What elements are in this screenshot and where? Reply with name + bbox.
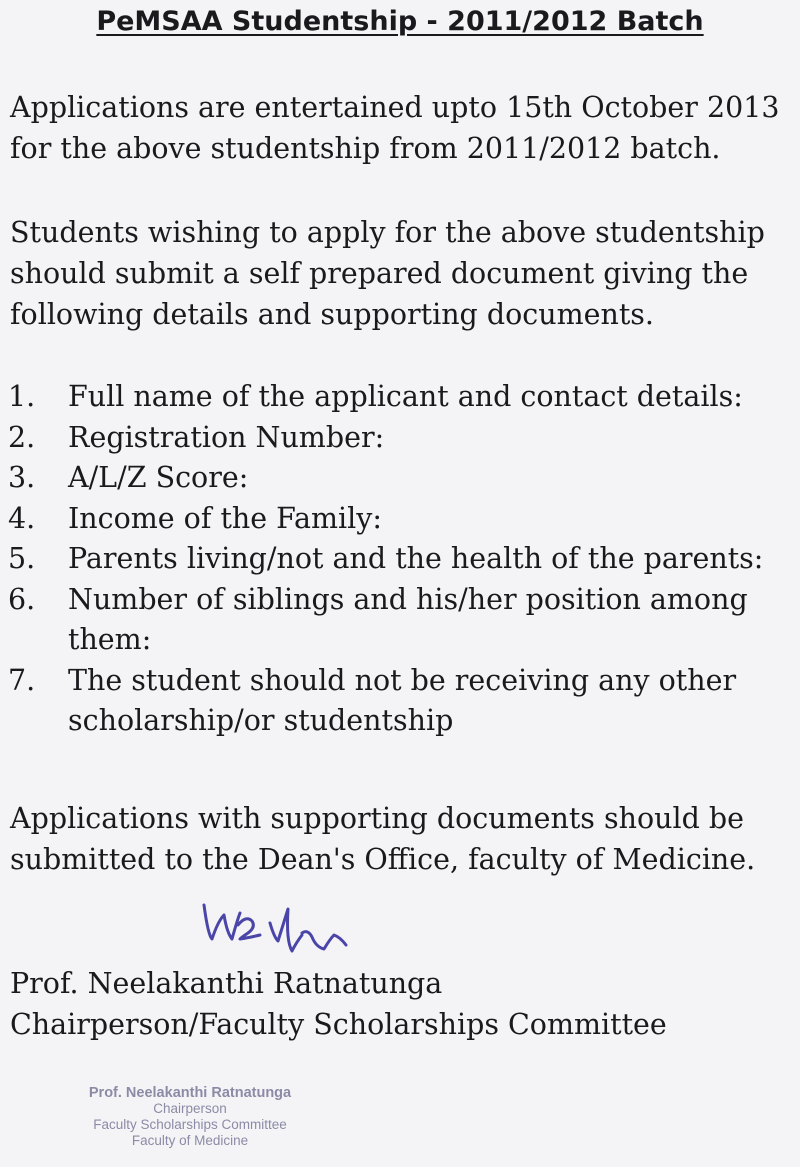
requirement-text: Income of the Family: — [68, 501, 382, 535]
requirement-item — [8, 418, 800, 459]
stamp-line: Chairperson — [153, 1101, 227, 1116]
requirement-text: scholarship/or studentship — [68, 704, 454, 737]
signatory-position: Chairperson/Faculty Scholarships Committee — [10, 1008, 667, 1041]
requirement-text: Number of siblings and his/her position among — [68, 582, 748, 616]
stamp-line: Prof. Neelakanthi Ratnatunga — [88, 1085, 292, 1101]
requirement-item — [8, 580, 800, 661]
requirement-number: 5. — [8, 542, 36, 575]
requirement-number: 1. — [8, 380, 36, 413]
requirements-list — [8, 377, 800, 742]
requirement-item — [8, 458, 800, 499]
stamp-line: Faculty of Medicine — [131, 1133, 249, 1148]
stamp-line: Faculty Scholarships Committee — [93, 1117, 287, 1132]
submission-paragraph — [10, 798, 800, 880]
submission-line: submitted to the Dean's Office, faculty of Medicine. — [10, 843, 756, 876]
requirement-text: Parents living/not and the health of the parents: — [68, 542, 764, 575]
requirement-number: 2. — [8, 420, 36, 454]
intro-paragraph — [10, 87, 800, 169]
requirement-number: 3. — [8, 461, 36, 494]
requirement-item — [8, 661, 800, 742]
intro-line: for the above studentship from 2011/2012 batch. — [10, 132, 721, 165]
instruction-line: should submit a self prepared document giving the — [10, 257, 749, 290]
requirement-text: them: — [68, 623, 152, 656]
requirement-text: Registration Number: — [68, 420, 385, 454]
requirement-item — [8, 377, 800, 418]
document-title: PeMSAA Studentship - 2011/2012 Batch — [96, 6, 704, 37]
requirement-text: A/L/Z Score: — [68, 461, 249, 494]
submission-line: Applications with supporting documents should be — [10, 802, 745, 835]
signatory-name: Prof. Neelakanthi Ratnatunga — [10, 967, 443, 1000]
requirement-number: 6. — [8, 582, 36, 616]
requirement-text: The student should not be receiving any other — [68, 663, 737, 697]
instruction-line: following details and supporting documents. — [10, 298, 654, 331]
requirement-text: Full name of the applicant and contact details: — [68, 380, 743, 413]
requirement-number: 4. — [8, 501, 36, 535]
official-stamp — [40, 1085, 340, 1149]
instruction-line: Students wishing to apply for the above studentship — [10, 216, 765, 249]
signatory-block — [10, 963, 800, 1045]
instruction-paragraph — [10, 212, 800, 335]
requirement-number: 7. — [8, 663, 36, 697]
requirement-item — [8, 539, 800, 580]
intro-line: Applications are entertained upto 15th October 2013 — [10, 91, 780, 124]
requirement-item — [8, 499, 800, 540]
